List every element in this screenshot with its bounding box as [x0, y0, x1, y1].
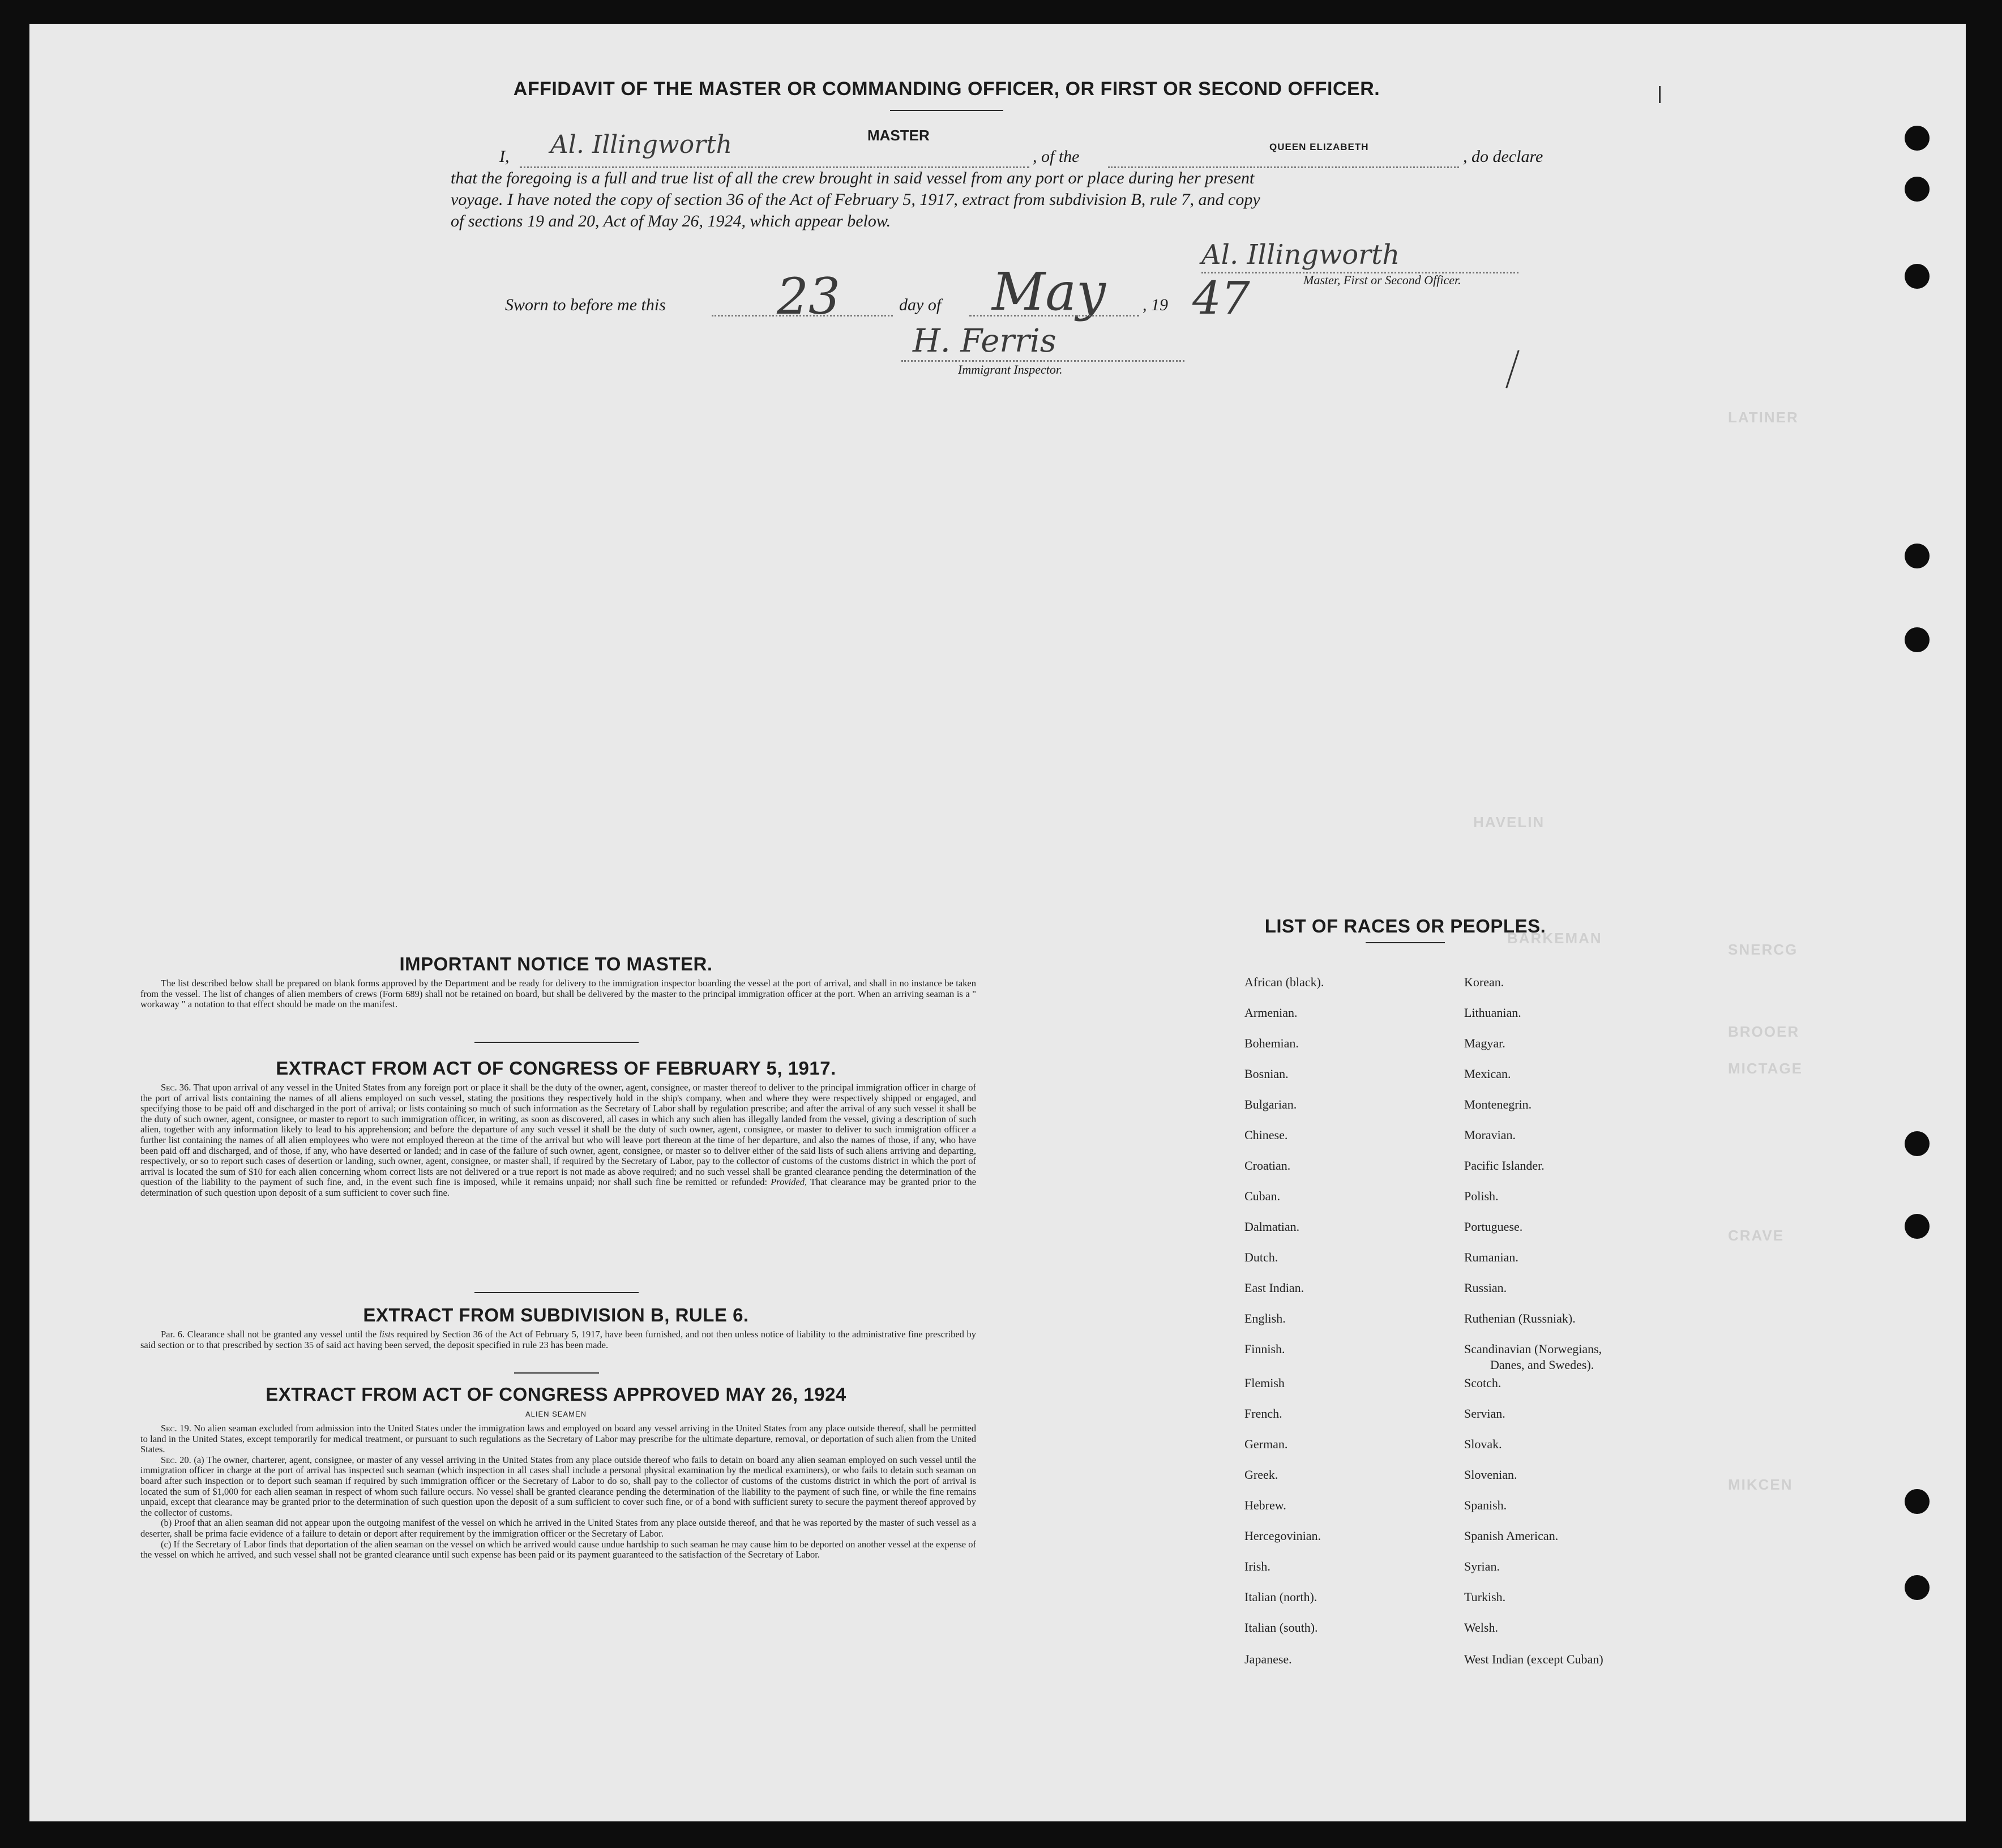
- rule-6-text: [140, 1329, 976, 1350]
- i-label: I,: [499, 147, 510, 166]
- notice-text: [140, 978, 976, 1010]
- year-value: 47: [1192, 272, 1250, 324]
- race-item: Dutch.: [1244, 1250, 1278, 1264]
- sec-20b-text: (b) Proof that an alien seaman did not appear upon the outgoing manifest of the vessel on which he arrived in the United States from any place outside thereof, and that he was reported by the master of such vessel as a deserter, shall be prima facie evidence of a failure to detain or deport after requirement by the immigration officer or the Secretary of Labor.: [140, 1517, 976, 1539]
- race-item: Rumanian.: [1464, 1250, 1518, 1264]
- race-item: East Indian.: [1244, 1281, 1304, 1295]
- extract-1917-title: EXTRACT FROM ACT OF CONGRESS OF FEBRUARY 5, 1917.: [276, 1058, 836, 1079]
- month-value: May: [992, 262, 1106, 322]
- manifest-page: LATINER SNERCG BROOER MICTAGE CRAVE MIKCEN BARKEMAN HAVELIN AFFIDAVIT OF THE MASTER OR COMMANDING OFFICER, OR FIRST OR SECOND OFFICER. I, Al. Illingworth MASTER , of the QUEEN ELIZABETH , do declare that the foregoing is a full and true list of all the crew brought in said vessel from any port or place during her present voyage. I have noted the copy of section 36 of the Act of February 5, 1917, extract from subdivision B, rule 7, and copy of sections 19 and 20, Act of May 26, 1924, which appear below. Al. Illingworth Master, First or Second Officer. Sworn to before me this 23 day of May , 19 47 H. Ferris Immigrant Inspector. IMPORTANT NOTICE TO MASTER. The list described below shall be prepared on blank forms approved by the Department and be ready for delivery to the immigration inspector boarding the vessel at the port of arrival, and shall in no instance be taken from the vessel. The list of changes of alien members of crews (Form 689) shall not be retained on board, but shall be delivered by the master to the principal immigration officer at the port. When an arriving seaman is a " workaway " a notation to that effect should be made on the manifest. EXTRACT FROM ACT OF CONGRESS OF FEBRUARY 5, 1917. Sec. 36. That upon arrival of any vessel in the United States from any foreign port or place it shall be the duty of the owner, agent, consignee, or master thereof to deliver to the principal immigration officer in charge of the port of arrival lists containing the names of all aliens employed on such vessel, stating the positions they respectively hold in the ship's company, when and where they were respectively shipped or engaged, and specifying those to be paid off and discharged in the port of arrival; or lists containing so much of such information as the Secretary of Labor shall by regulation prescribe; and after the arrival of any such vessel it shall be the duty of such owner, agent, consignee, or master to report to such immigration officer, in writing, as soon as discovered, all cases in which any such alien has illegally landed from the vessel, giving a description of such alien, together with any information likely to lead to his apprehension; and before the departure of any such vessel it shall be the duty of such owner, agent, consignee, or master to deliver to such immigration officer a further list containing the names of all alien employees who were not employed thereon at the time of the arrival but who will leave port thereon at the time of her departure, and also the names of those, if any, who have been paid off and discharged, and of those, if any, who have deserted or landed; and in case of the failure of such owner, agent, consignee, or master so to deliver either of the said lists of such aliens arriving and departing, respectively, or so to report such cases of desertion or landing, such owner, agent, consignee, or master shall, if required by the Secretary of Labor, pay to the collector of customs of the customs district in which the port of arrival is located the sum of $10 for each alien concerning whom correct lists are not delivered or a true report is not made as above required; and no such vessel shall be granted clearance pending the determination of the question of the liability to the payment of such fine, and, in the event such fine is imposed, while it remains unpaid; nor shall such fine be remitted or refunded: Provided, That clearance may be granted prior to the determination of such question upon deposit of a sum sufficient to cover such fine. EXTRACT FROM SUBDIVISION B, RULE 6. Par. 6. Clearance shall not be granted any vessel until the lists required by Section 36 of the Act of February 5, 1917, have been furnished, and not then unless notice of liability to the administrative fine prescribed by said section or to that prescribed by section 35 of said act having been served, the deposit specified in rule 23 has been made. EXTRACT FROM ACT OF CONGRESS APPROVED MAY 26, 1924 ALIEN SEAMEN Sec. 19. No alien seaman excluded from admission into the United States under the immigration laws and employed on board any vessel arriving in the United States from any place outside thereof, shall be permitted to land in the United States, except temporarily for medical treatment, or pursuant to such regulations as the Secretary of Labor may prescribe for the ultimate departure, removal, or deportation of such alien from the United States. Sec. 20. (a) The owner, charterer, agent, consignee, or master of any vessel arriving in the United States from any place outside thereof who fails to detain on board any alien seaman employed on such vessel until the immigration officer in charge at the port of arrival has inspected such seaman (which inspection in all cases shall include a personal physical examination by the medical examiners), or who fails to detain such seaman on board after such inspection or to deport such seaman if required by such immigration officer or the Secretary of Labor to do so, shall pay to the collector of customs of the customs district in which the port of arrival is located the sum of $1,000 for each alien seaman in respect of whom such failure occurs. No vessel shall be granted clearance pending the determination of the liability to the payment of such fine, or while the fine remains unpaid, except that clearance may be granted prior to the determination of such question upon the deposit of a sum sufficient to cover such fine, or of a bond with sufficient surety to secure the payment thereof approved by the collector of customs. (b) Proof that an alien seaman did not appear upon the outgoing manifest of the vessel on which he arrived in the United States from any place outside thereof, and that he was reported by the master of such vessel as a deserter, shall be prima facie evidence of a failure to detain or deport after requirement by the immigration officer or the Secretary of Labor. (c) If the Secretary of Labor finds that deportation of the alien seaman on the vessel on which he arrived would cause undue hardship to such seaman he may cause him to be deported on another vessel at the expense of the vessel on which he arrived, and such vessel shall not be granted clearance until such expense has been paid or its payment guaranteed to the satisfaction of the Secretary of Labor. LIST OF RACES OR PEOPLES. African (black). Armenian. Bohemian. Bosnian. Bulgarian. Chinese. Croatian. Cuban. Dalmatian. Dutch. East Indian. English. Finnish. Flemish French. German. Greek. Hebrew. Hercegovinian. Irish. Italian (north). Italian (south). Japanese. Korean. Lithuanian. Magyar. Mexican. Montenegrin. Moravian. Pacific Islander. Polish. Portuguese. Rumanian. Russian. Ruthenian (Russniak). Scandinavian (Norwegians, Danes, and Swedes). Scotch. Servian. Slovak. Slovenian. Spanish. Spanish American. Syrian. Turkish. Welsh. West Indian (except Cuban): [29, 24, 1966, 1821]
- pencil-tick: [1659, 86, 1661, 103]
- notice-title: IMPORTANT NOTICE TO MASTER.: [399, 953, 713, 974]
- day-value: 23: [777, 267, 840, 326]
- year-prefix: , 19: [1143, 296, 1168, 314]
- notice-paragraph: The list described below shall be prepared on blank forms approved by the Department and be ready for delivery to the immigration inspector boarding the vessel at the port of arrival, and shall in no instance be taken from the vessel. The list of changes of alien members of crews (Form 689) shall not be retained on board, but shall be delivered by the master to the principal immigration officer at the port. When an arriving seaman is a " workaway " a notation to that effect should be made on the manifest.: [140, 978, 976, 1010]
- race-item: Greek.: [1244, 1468, 1278, 1482]
- vessel-name: QUEEN ELIZABETH: [1269, 142, 1369, 152]
- day-line: [712, 315, 893, 316]
- master-name-signature: Al. Illingworth: [550, 130, 733, 159]
- sec-19-text: No alien seaman excluded from admission into the United States under the immigration laws and employed on board any vessel arriving in the United States from any place outside thereof, shall be permitted to land in the United States, except temporarily for medical treatment, or pursuant to such regulations as the Secretary of Labor may prescribe for the ultimate departure, removal, or deportation of such alien from the United States.: [140, 1423, 976, 1455]
- race-item: Ruthenian (Russniak).: [1464, 1311, 1576, 1325]
- extract-1924-text: [140, 1423, 976, 1560]
- race-item: Chinese.: [1244, 1128, 1288, 1142]
- race-item: Armenian.: [1244, 1006, 1298, 1020]
- punch-hole: [1905, 264, 1930, 289]
- proviso-text: That clearance may be granted prior to the determination of such question upon deposit of a sum sufficient to cover such fine.: [140, 1177, 977, 1198]
- punch-hole: [1905, 1575, 1930, 1600]
- race-item: Turkish.: [1464, 1590, 1506, 1604]
- punch-hole: [1905, 177, 1930, 202]
- declaration-line-2: voyage. I have noted the copy of section 36 of the Act of February 5, 1917, extract from subdivision B, rule 7, and copy: [451, 190, 1260, 209]
- of-the-label: , of the: [1033, 147, 1080, 166]
- do-declare-label: , do declare: [1463, 147, 1543, 166]
- race-item: Scotch.: [1464, 1376, 1502, 1390]
- races-underline: [1366, 942, 1445, 943]
- punch-hole: [1905, 126, 1930, 151]
- race-item: Slovak.: [1464, 1437, 1502, 1451]
- race-item: English.: [1244, 1311, 1286, 1325]
- punch-hole: [1905, 1214, 1930, 1239]
- race-item: German.: [1244, 1437, 1288, 1451]
- sec-19-label: Sec. 19.: [161, 1423, 191, 1434]
- inspector-line: [901, 360, 1184, 362]
- alien-seamen-subtitle: ALIEN SEAMEN: [525, 1410, 587, 1418]
- inspector-caption: Immigrant Inspector.: [958, 362, 1063, 377]
- master-signature: Al. Illingworth: [1201, 239, 1400, 271]
- inspector-signature: H. Ferris: [913, 323, 1056, 360]
- punch-hole: [1905, 627, 1930, 652]
- race-item: Slovenian.: [1464, 1468, 1517, 1482]
- races-title: LIST OF RACES OR PEOPLES.: [1264, 916, 1546, 936]
- race-item: Dalmatian.: [1244, 1220, 1300, 1234]
- rule-6-title: EXTRACT FROM SUBDIVISION B, RULE 6.: [363, 1304, 749, 1325]
- race-item: Croatian.: [1244, 1158, 1291, 1173]
- pencil-tick: [1505, 350, 1519, 388]
- race-item: Flemish: [1244, 1376, 1285, 1390]
- race-item: Hebrew.: [1244, 1498, 1286, 1512]
- vessel-line: [1108, 166, 1459, 168]
- race-item: Syrian.: [1464, 1559, 1500, 1573]
- extract-1917-text: [140, 1083, 976, 1199]
- race-item: Italian (north).: [1244, 1590, 1317, 1604]
- race-item: Servian.: [1464, 1406, 1505, 1421]
- declaration-line-3: of sections 19 and 20, Act of May 26, 1924, which appear below.: [451, 212, 891, 230]
- race-item: Russian.: [1464, 1281, 1507, 1295]
- sec-20-label: Sec. 20.: [161, 1454, 191, 1465]
- race-item: Japanese.: [1244, 1652, 1292, 1666]
- race-item: Spanish American.: [1464, 1529, 1559, 1543]
- race-item: Lithuanian.: [1464, 1006, 1521, 1020]
- race-item: Welsh.: [1464, 1620, 1498, 1635]
- race-item: Spanish.: [1464, 1498, 1507, 1512]
- extract-1924-title: EXTRACT FROM ACT OF CONGRESS APPROVED MAY 26, 1924: [266, 1384, 846, 1405]
- race-item: Bosnian.: [1244, 1067, 1289, 1081]
- race-item: French.: [1244, 1406, 1282, 1421]
- sec-20c-text: (c) If the Secretary of Labor finds that deportation of the alien seaman on the vessel on which he arrived would cause undue hardship to such seaman he may cause him to be deported on another vessel at the expense of the vessel on which he arrived, and such vessel shall not be granted clearance until such expense has been paid or its payment guaranteed to the satisfaction of the Secretary of Labor.: [140, 1538, 976, 1560]
- affidavit-title: AFFIDAVIT OF THE MASTER OR COMMANDING OFFICER, OR FIRST OR SECOND OFFICER.: [513, 78, 1380, 100]
- race-item: African (black).: [1244, 975, 1324, 989]
- sec-36-text: That upon arrival of any vessel in the United States from any foreign port or place it shall be the duty of the owner, agent, consignee, or master thereof to deliver to the principal immigration officer in charge of the port of arrival lists containing the names of all aliens employed on such vessel, stating the positions they respectively hold in the ship's company, when and where they were respectively shipped or engaged, and specifying those to be paid off and discharged in the port of arrival; or lists containing so much of such information as the Secretary of Labor shall by regulation prescribe; and after the arrival of any such vessel it shall be the duty of such owner, agent, consignee, or master to report to such immigration officer, in writing, as soon as discovered, all cases in which any such alien has illegally landed from the vessel, giving a description of such alien, together with any information likely to lead to his apprehension; and before the departure of any such vessel it shall be the duty of such owner, agent, consignee, or master to deliver to such immigration officer a further list containing the names of all alien employees who were not employed thereon at the time of the arrival but who will leave port thereon at the time of her departure, and also the names of those, if any, who have been paid off and discharged, and of those, if any, who have deserted or landed; and in case of the failure of such owner, agent, consignee, or master so to deliver either of the said lists of such aliens arriving and departing, respectively, or so to report such cases of desertion or landing, such owner, agent, consignee, or master shall, if required by the Secretary of Labor, pay to the collector of customs of the customs district in which the port of arrival is located the sum of $10 for each alien concerning whom correct lists are not delivered or a true report is not made as above required; and no such vessel shall be granted clearance pending the determination of the question of the liability to the payment of such fine, and, in the event such fine is imposed, while it remains unpaid; nor shall such fine be remitted or refunded:: [140, 1082, 977, 1188]
- lists-word: lists: [379, 1329, 395, 1340]
- race-item: Italian (south).: [1244, 1620, 1318, 1635]
- punch-hole: [1905, 544, 1930, 568]
- sworn-label: Sworn to before me this: [505, 296, 666, 314]
- race-item: Moravian.: [1464, 1128, 1516, 1142]
- month-line: [969, 315, 1139, 316]
- race-item: Korean.: [1464, 975, 1504, 989]
- declaration-line-1: that the foregoing is a full and true list of all the crew brought in said vessel from any port or place during her present: [451, 169, 1255, 187]
- race-item: Danes, and Swedes).: [1490, 1358, 1594, 1372]
- race-item: Bulgarian.: [1244, 1097, 1297, 1111]
- punch-hole: [1905, 1131, 1930, 1156]
- master-caption: Master, First or Second Officer.: [1303, 273, 1461, 287]
- par-6-text-b: required by Section 36 of the Act of February 5, 1917, have been furnished, and not then unless notice of liability to the administrative fine prescribed by said section or to that prescribed by section 35 of said act having been served, the deposit specified in rule 23 has been made.: [140, 1329, 977, 1350]
- extract-1917-divider: [474, 1292, 639, 1293]
- sec-36-label: Sec. 36.: [161, 1082, 191, 1093]
- sec-20a-text: (a) The owner, charterer, agent, consignee, or master of any vessel arriving in the United States from any place outside thereof who fails to detain on board any alien seaman employed on such vessel until the immigration officer in charge at the port of arrival has inspected such seaman (which inspection in all cases shall include a personal physical examination by the medical examiners), or who fails to detain such seaman on board after such inspection or to deport such seaman if required by such immigration officer or the Secretary of Labor to do so, shall pay to the collector of customs of the customs district in which the port of arrival is located the sum of $1,000 for each alien seaman in respect of whom such failure occurs. No vessel shall be granted clearance pending the determination of the liability to the payment of such fine, or while the fine remains unpaid, except that clearance may be granted prior to the determination of such question upon the deposit of a sum sufficient to cover such fine, or of a bond with sufficient surety to secure the payment thereof approved by the collector of customs.: [140, 1454, 976, 1518]
- race-item: Scandinavian (Norwegians,: [1464, 1342, 1602, 1356]
- par-6-text-a: Clearance shall not be granted any vessel until the: [187, 1329, 377, 1340]
- race-item: Pacific Islander.: [1464, 1158, 1545, 1173]
- race-item: Polish.: [1464, 1189, 1499, 1203]
- race-item: Portuguese.: [1464, 1220, 1523, 1234]
- race-item: Magyar.: [1464, 1036, 1505, 1050]
- rule-6-divider: [514, 1372, 599, 1374]
- race-item: Hercegovinian.: [1244, 1529, 1321, 1543]
- race-item: Bohemian.: [1244, 1036, 1299, 1050]
- race-item: Montenegrin.: [1464, 1097, 1532, 1111]
- race-item: Irish.: [1244, 1559, 1270, 1573]
- race-item: Finnish.: [1244, 1342, 1285, 1356]
- proviso-label: Provided,: [771, 1177, 807, 1188]
- race-item: Mexican.: [1464, 1067, 1511, 1081]
- day-of-label: day of: [899, 296, 942, 314]
- name-line: [520, 166, 1029, 168]
- title-underline: [890, 110, 1003, 111]
- rank-value: MASTER: [867, 127, 930, 144]
- punch-hole: [1905, 1489, 1930, 1514]
- race-item: Cuban.: [1244, 1189, 1280, 1203]
- notice-divider: [474, 1042, 639, 1043]
- par-6-label: Par. 6.: [161, 1329, 185, 1340]
- race-item: West Indian (except Cuban): [1464, 1652, 1603, 1666]
